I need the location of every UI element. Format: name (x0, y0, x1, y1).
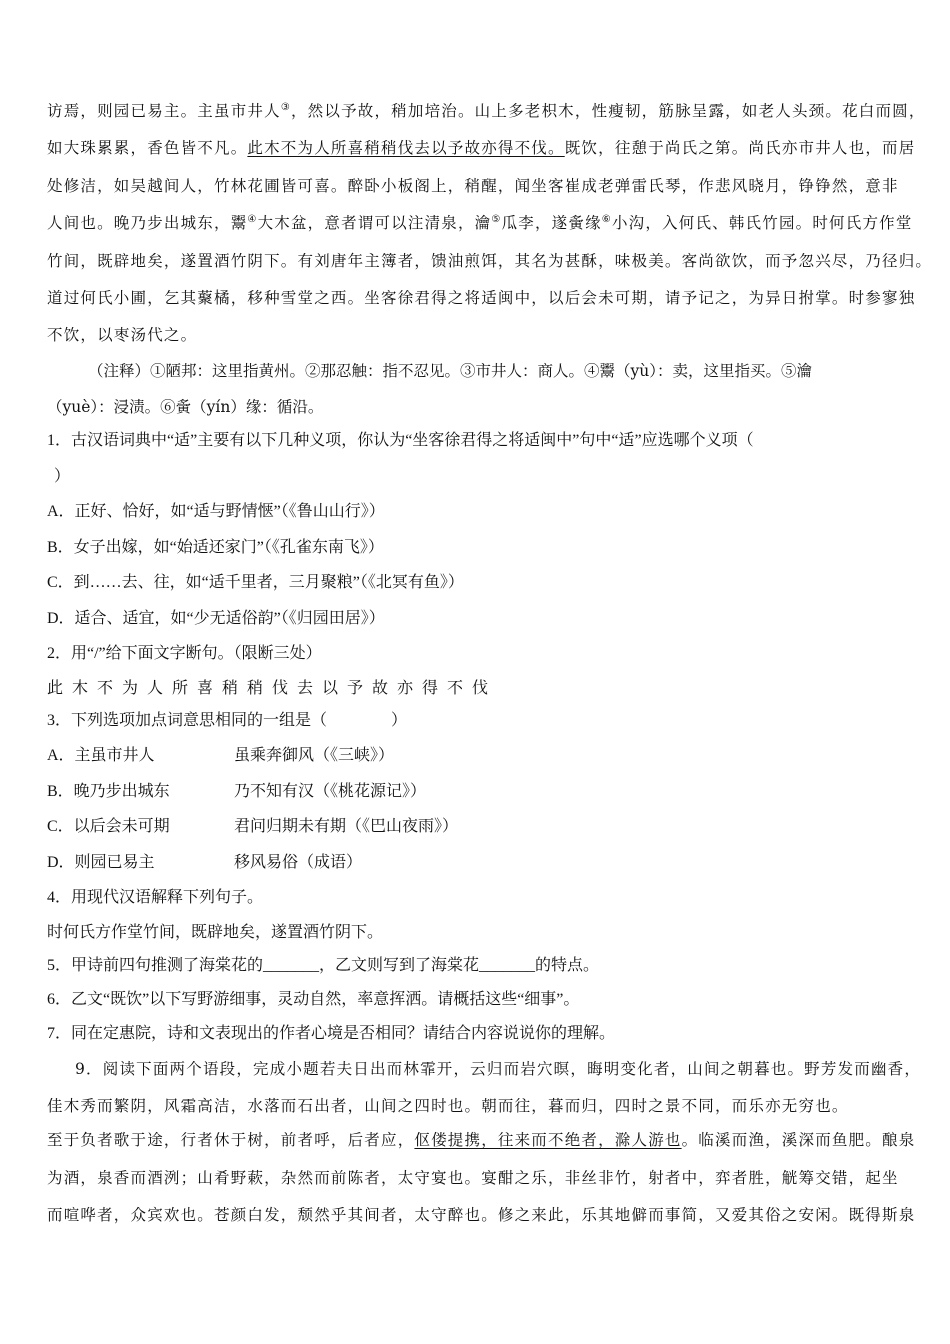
passage-line: 人间也。晚乃步出城东，鬻④大木盆，意者谓可以注清泉，瀹⑤瓜李，遂夤缘⑥小沟，入何氏、韩氏竹园。时何氏方作堂 (47, 214, 913, 232)
q3-option-b: B．晚乃步出城东 乃不知有汉（《桃花源记》） (47, 783, 427, 800)
footnote-marker: ④ (247, 214, 258, 225)
footnote-marker: ⑥ (601, 214, 612, 225)
question-9-line: 为酒，泉香而酒洌；山肴野蔌，杂然而前陈者，太守宴也。宴酣之乐，非丝非竹，射者中，弈者胜，觥筹交错，起坐 (47, 1169, 899, 1187)
question-1-stem: 1．古汉语词典中“适”主要有以下几种义项，你认为“坐客徐君得之将适闽中”句中“适”应选哪个义项（ (47, 432, 754, 449)
question-9-line: 佳木秀而繁阴，风霜高洁，水落而石出者，山间之四时也。朝而往，暮而归，四时之景不同，而乐亦无穷也。 (47, 1097, 849, 1115)
passage-line: 竹间，既辟地矣，遂置酒竹阴下。有刘唐年主簿者，馈油煎饵，其名为甚酥，味极美。客尚欲饮，而予忽兴尽，乃径归。 (47, 252, 933, 270)
question-9-line: 至于负者歌于途，行者休于树，前者呼，后者应，伛偻提携，往来而不绝者，滁人游也。临溪而渔，溪深而鱼肥。酿泉 (47, 1131, 916, 1149)
q1-option-a: A．正好、恰好，如“适与野情惬”（《鲁山山行》） (47, 503, 385, 520)
q1-option-c: C．到……去、往，如“适千里者，三月聚粮”（《北冥有鱼》） (47, 574, 464, 591)
passage-line: 不饮，以枣汤代之。 (47, 326, 198, 344)
question-7-stem: 7．同在定惠院，诗和文表现出的作者心境是否相同？请结合内容说说你的理解。 (47, 1025, 616, 1042)
question-9-line: 9．阅读下面两个语段，完成小题若夫日出而林霏开，云归而岩穴暝，晦明变化者，山间之朝暮也。野芳发而幽香， (75, 1060, 922, 1078)
passage-line: 如大珠累累，香色皆不凡。此木不为人所喜稍稍伐去以予故亦得不伐。既饮，往憩于尚氏之第。尚氏亦市井人也，而居 (47, 139, 916, 157)
question-5-stem: 5．甲诗前四句推测了海棠花的_______，乙文则写到了海棠花_______的特点。 (47, 957, 600, 974)
question-6-stem: 6．乙文“既饮”以下写野游细事，灵动自然，率意挥洒。请概括这些“细事”。 (47, 991, 580, 1008)
passage-line: 访焉，则园已易主。主虽市井人③，然以予故，稍加培治。山上多老枳木，性瘦韧，筋脉呈露，如老人头颈。花白而圆， (47, 102, 926, 120)
notes-line: （yuè）：浸渍。⑥夤（yín）缘：循沿。 (47, 398, 324, 416)
underlined-sentence: 此木不为人所喜稍稍伐去以予故亦得不伐。 (247, 139, 565, 157)
question-4-text: 时何氏方作堂竹间，既辟地矣，遂置酒竹阴下。 (47, 924, 384, 941)
question-2-text: 此木不为人所喜稍稍伐去以予故亦得不伐 (47, 680, 498, 697)
question-1-paren: ） (54, 468, 71, 485)
question-9-line: 而喧哗者，众宾欢也。苍颜白发，颓然乎其间者，太守醉也。修之来此，乐其地僻而事简，又爱其俗之安闲。既得斯泉 (47, 1206, 916, 1224)
q3-option-a: A．主虽市井人 虽乘奔御风（《三峡》） (47, 747, 395, 764)
passage-line: 道过何氏小圃，乞其藂橘，移种雪堂之西。坐客徐君得之将适闽中，以后会未可期，请予记之，为异日拊掌。时参寥独 (47, 289, 916, 307)
q1-option-b: B．女子出嫁，如“始适还家门”（《孔雀东南飞》） (47, 539, 384, 556)
question-4-stem: 4．用现代汉语解释下列句子。 (47, 889, 264, 906)
question-3-stem: 3．下列选项加点词意思相同的一组是（ ） (47, 712, 408, 729)
q3-option-c: C．以后会未可期 君问归期未有期（《巴山夜雨》） (47, 818, 459, 835)
q3-option-d: D．则园已易主 移风易俗（成语） (47, 854, 363, 871)
notes-line: （注释）①陋邦：这里指黄州。②那忍触：指不忍见。③市井人：商人。④鬻（yù）：卖，这里指买。⑤瀹 (88, 362, 812, 380)
passage-line: 处修洁，如吴越间人，竹林花圃皆可喜。醉卧小板阁上，稍醒，闻坐客崔成老弹雷氏琴，作悲风晓月，铮铮然，意非 (47, 177, 899, 195)
footnote-marker: ③ (280, 102, 291, 113)
underlined-sentence: 伛偻提携，往来而不绝者，滁人游也 (414, 1131, 682, 1149)
footnote-marker: ⑤ (491, 214, 502, 225)
question-2-stem: 2．用“/”给下面文字断句。（限断三处） (47, 645, 322, 662)
q1-option-d: D．适合、适宜，如“少无适俗韵”（《归园田居》） (47, 610, 385, 627)
